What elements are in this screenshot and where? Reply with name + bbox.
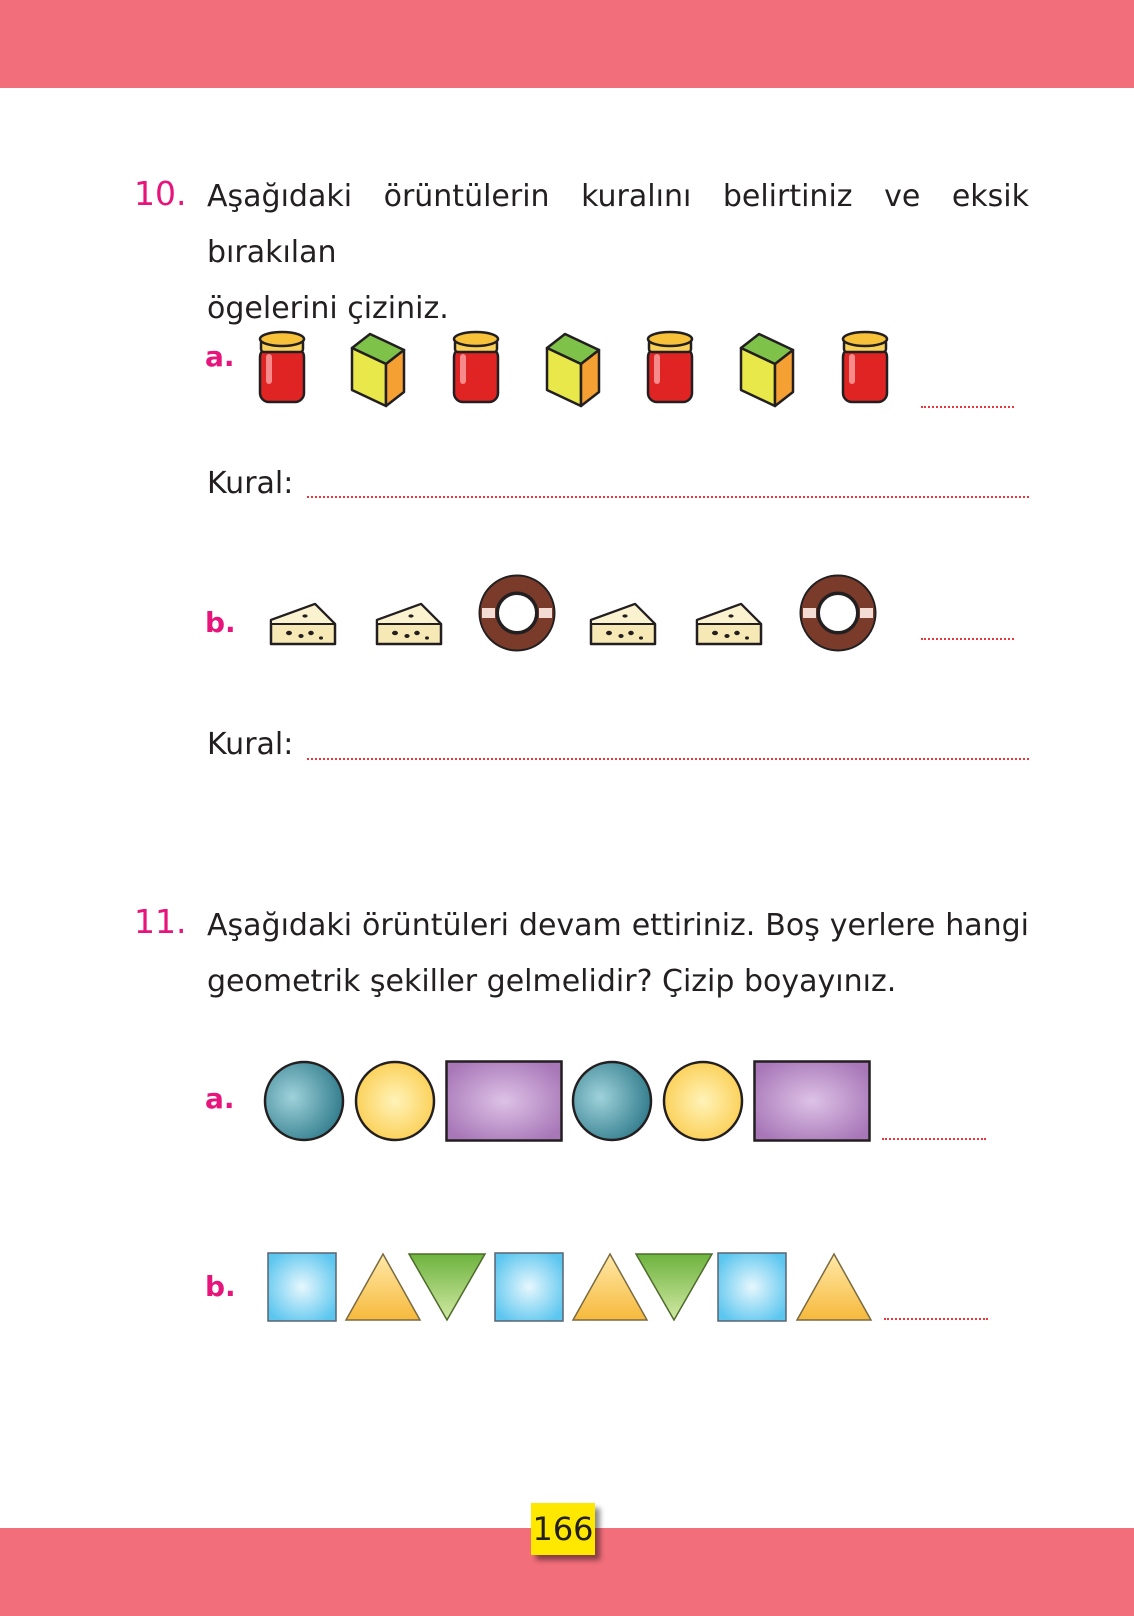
yellow-circle <box>662 1060 744 1142</box>
q10-b-label: b. <box>205 606 236 639</box>
q11-a-label: a. <box>205 1082 235 1115</box>
q10-a-kural-blank[interactable] <box>307 496 1029 498</box>
q10-a-label: a. <box>205 340 235 373</box>
teal-circle <box>571 1060 653 1142</box>
question-10-number: 10. <box>134 174 187 213</box>
cheese-icon <box>693 600 765 648</box>
question-10-line-1: Aşağıdaki örüntülerin kuralını belirtiniz ve eksik bırakılan <box>207 179 1029 270</box>
jar-icon <box>840 330 890 406</box>
q11-b-answer-blank[interactable] <box>884 1318 988 1320</box>
q11-a-answer-blank[interactable] <box>882 1138 986 1140</box>
jar-icon <box>257 330 307 406</box>
purple-rectangle <box>753 1060 871 1142</box>
q10-b-answer-blank[interactable] <box>921 638 1014 640</box>
cube-icon <box>737 330 797 410</box>
blue-square <box>267 1252 337 1322</box>
question-10-text <box>207 169 1029 337</box>
question-11-number: 11. <box>134 902 187 941</box>
question-11-text <box>207 898 1029 1010</box>
jar-icon <box>645 330 695 406</box>
green-triangle-down <box>634 1252 714 1322</box>
cheese-icon <box>267 600 339 648</box>
q10-b-kural-blank[interactable] <box>307 758 1029 760</box>
jar-icon <box>451 330 501 406</box>
cheese-icon <box>587 600 659 648</box>
cheese-icon <box>373 600 445 648</box>
q10-b-kural-label: Kural: <box>207 727 294 762</box>
cube-icon <box>543 330 603 410</box>
q10-a-kural-label: Kural: <box>207 466 294 501</box>
q10-a-answer-blank[interactable] <box>921 406 1014 408</box>
question-11-line-1: Aşağıdaki örüntüleri devam ettiriniz. Boş yerlere hangi <box>207 908 1029 943</box>
cube-icon <box>348 330 408 410</box>
ring-icon <box>798 573 878 653</box>
top-band <box>0 0 1134 88</box>
question-10-line-2: ögelerini çiziniz. <box>207 291 449 326</box>
yellow-triangle <box>795 1252 873 1322</box>
page-number: 166 <box>531 1503 595 1555</box>
blue-square <box>494 1252 564 1322</box>
question-11-line-2: geometrik şekiller gelmelidir? Çizip boyayınız. <box>207 964 897 999</box>
purple-rectangle <box>445 1060 563 1142</box>
yellow-circle <box>354 1060 436 1142</box>
blue-square <box>717 1252 787 1322</box>
q11-b-label: b. <box>205 1270 236 1303</box>
ring-icon <box>477 573 557 653</box>
green-triangle-down <box>407 1252 487 1322</box>
teal-circle <box>263 1060 345 1142</box>
